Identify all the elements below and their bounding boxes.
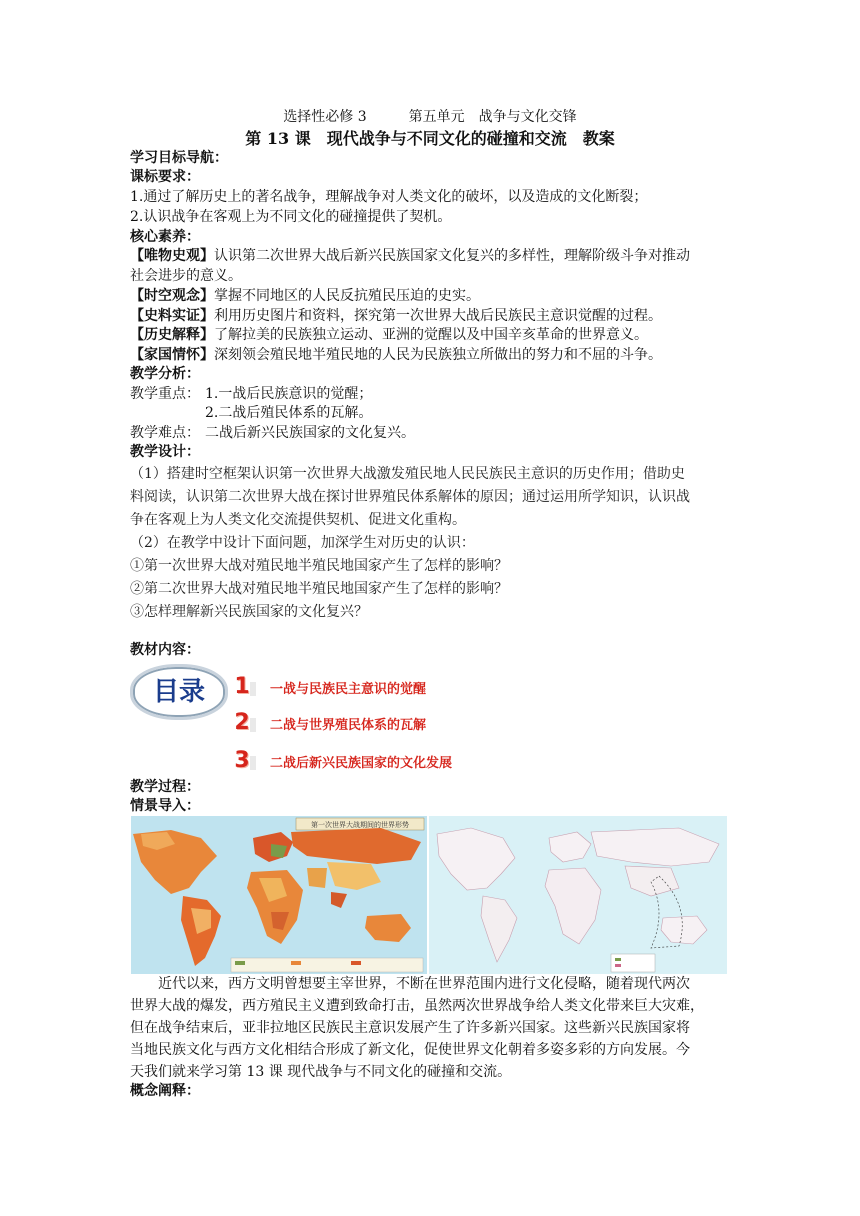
objectives-heading: 学习目标导航： [130, 150, 228, 166]
world-political-map [429, 816, 727, 974]
literacy-item [130, 346, 662, 365]
toc-divider [250, 682, 256, 696]
intro-line: 天我们就来学习第 13 课 现代战争与不同文化的碰撞和交流。 [130, 1064, 512, 1080]
toc-badge-label: 目录 [152, 677, 205, 707]
lesson-title: 第 13 课 现代战争与不同文化的碰撞和交流 教案 [245, 129, 615, 148]
design-question: ③怎样理解新兴民族国家的文化复兴？ [130, 604, 368, 620]
literacy-tag: 【时空观念】 [130, 288, 214, 304]
design-line: 料阅读，认识第二次世界大战在探讨世界殖民体系解体的原因；通过运用所学知识，认识战 [130, 489, 690, 505]
toc-divider [250, 756, 256, 770]
intro-line: 当地民族文化与西方文化相结合形成了新文化，促使世界文化朝着多姿多彩的方向发展。今 [130, 1042, 690, 1058]
intro-paragraph [130, 973, 730, 1083]
world-maps-figure [131, 816, 727, 974]
literacy-text: 深刻领会殖民地半殖民地的人民为民族独立所做出的努力和不屈的斗争。 [214, 347, 662, 363]
literacy-text: 认识第二次世界大战后新兴民族国家文化复兴的多样性，理解阶级斗争对推动 [214, 248, 690, 264]
concept-heading: 概念阐释： [130, 1083, 200, 1099]
design-line: 争在客观上为人类文化交流提供契机、促进文化重构。 [130, 512, 466, 528]
toc-label: 二战与世界殖民体系的瓦解 [270, 718, 427, 733]
toc-label: 二战后新兴民族国家的文化发展 [270, 756, 453, 771]
literacy-tag: 【史料实证】 [130, 308, 214, 324]
design-line: （1）搭建时空框架认识第一次世界大战激发殖民地人民民族民主意识的历史作用；借助史 [130, 466, 685, 482]
map-title: 第一次世界大战期间的世界形势 [311, 821, 409, 829]
intro-heading: 情景导入： [130, 798, 200, 814]
design-line: （2）在教学中设计下面问题，加深学生对历史的认识： [130, 535, 475, 551]
literacy-text: 掌握不同地区的人民反抗殖民压迫的史实。 [214, 288, 480, 304]
table-of-contents-graphic [130, 664, 510, 776]
process-heading: 教学过程： [130, 779, 200, 795]
literacy-tag: 【家国情怀】 [130, 347, 214, 363]
toc-label: 一战与民族民主意识的觉醒 [270, 682, 427, 697]
literacy-tag: 【历史解释】 [130, 327, 214, 343]
literacy-item-cont: 社会进步的意义。 [130, 268, 242, 284]
literacy-text: 了解拉美的民族独立运动、亚洲的觉醒以及中国辛亥革命的世界意义。 [214, 327, 648, 343]
literacy-item [130, 307, 662, 326]
wwi-world-map [131, 816, 427, 974]
literacy-tag: 【唯物史观】 [130, 248, 214, 264]
standard-item: 1.通过了解历史上的著名战争，理解战争对人类文化的破坏，以及造成的文化断裂； [130, 189, 648, 205]
intro-line: 近代以来，西方文明曾想要主宰世界，不断在世界范围内进行文化侵略，随着现代两次 [158, 976, 690, 992]
standard-item: 2.认识战争在客观上为不同文化的碰撞提供了契机。 [130, 209, 452, 225]
difficult-point: 二战后新兴民族国家的文化复兴。 [205, 425, 415, 441]
intro-line: 世界大战的爆发，西方殖民主义遭到致命打击，虽然两次世界战争给人类文化带来巨大灾难， [130, 998, 704, 1014]
design-question: ①第一次世界大战对殖民地半殖民地国家产生了怎样的影响？ [130, 558, 508, 574]
literacy-item [130, 326, 648, 345]
literacy-item [130, 287, 480, 306]
toc-badge [130, 664, 228, 720]
design-paragraph [130, 463, 730, 624]
literacy-item [130, 247, 690, 266]
design-question: ②第二次世界大战对殖民地半殖民地国家产生了怎样的影响？ [130, 581, 508, 597]
toc-number: 2 [234, 710, 250, 735]
toc-divider [250, 718, 256, 732]
course-subtitle: 选择性必修 3 第五单元 战争与文化交锋 [283, 109, 577, 125]
toc-item [226, 750, 496, 776]
literacy-text: 利用历史图片和资料，探究第一次世界大战后民族民主意识觉醒的过程。 [214, 308, 662, 324]
key-point: 1.一战后民族意识的觉醒； [205, 386, 373, 402]
standards-heading: 课标要求： [130, 169, 200, 185]
content-heading: 教材内容： [130, 642, 200, 658]
key-point: 2.二战后殖民体系的瓦解。 [205, 405, 373, 421]
key-points-label: 教学重点： [130, 386, 200, 402]
toc-number: 1 [234, 674, 250, 699]
intro-line: 但在战争结束后，亚非拉地区民族民主意识发展产生了许多新兴国家。这些新兴民族国家将 [130, 1020, 690, 1036]
literacy-heading: 核心素养： [130, 229, 200, 245]
difficult-label: 教学难点： [130, 425, 200, 441]
toc-item [226, 712, 496, 738]
toc-number: 3 [234, 748, 250, 773]
toc-item [226, 676, 496, 702]
design-heading: 教学设计： [130, 444, 200, 460]
analysis-heading: 教学分析： [130, 366, 200, 382]
